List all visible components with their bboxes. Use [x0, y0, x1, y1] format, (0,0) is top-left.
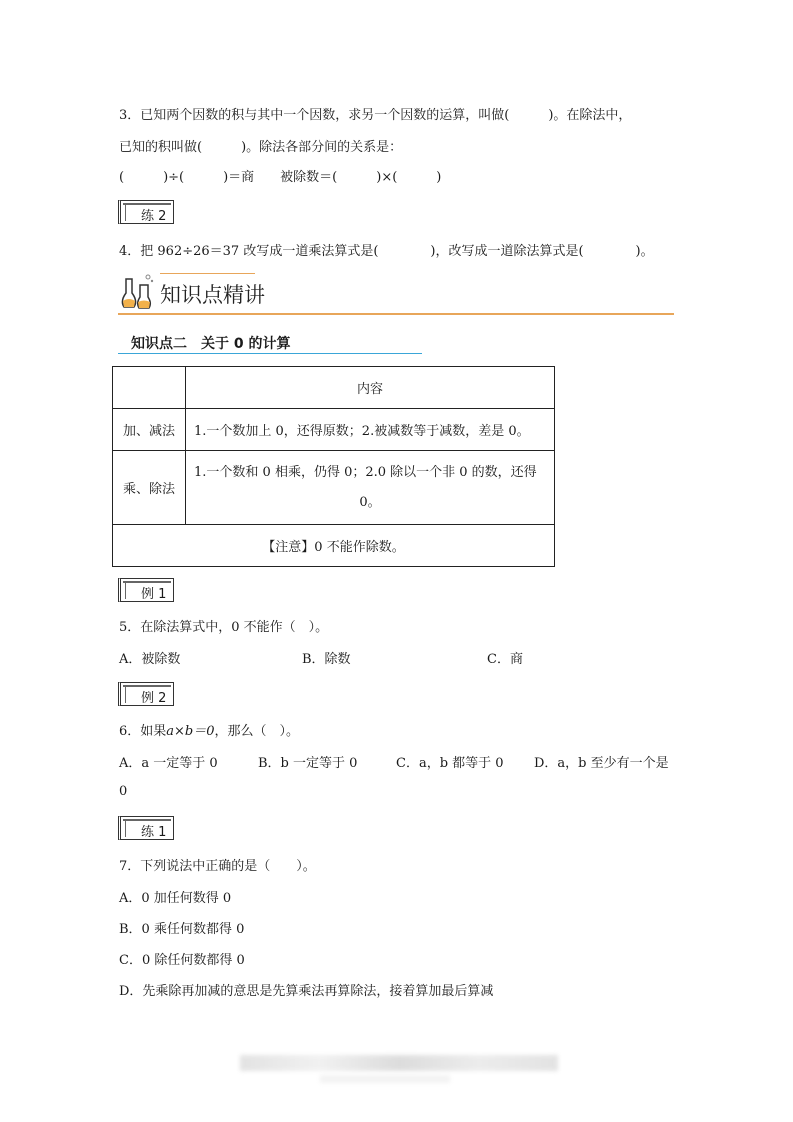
q6-stem: [119, 720, 299, 739]
section-header-rule: [118, 313, 674, 315]
q7-stem: 7．下列说法中正确的是（ ）。: [119, 859, 316, 874]
example-tag-2: [118, 682, 174, 706]
table-corner-cell: [113, 367, 186, 409]
q5-option-a: A．被除数: [119, 652, 181, 667]
knowledge-point-underline: [118, 353, 422, 354]
q6-stem-prefix: 6．如果: [119, 724, 167, 739]
q6-option-d-continued: 0: [119, 784, 128, 799]
table-row-label: 加、减法: [113, 409, 186, 451]
practice-tag-2: [118, 200, 174, 224]
knowledge-point-title: 知识点二 关于 0 的计算: [131, 336, 291, 352]
example-tag-2-label: 例 2: [141, 691, 167, 706]
example-tag-1: [118, 578, 174, 602]
q3-line2: 已知的积叫做( )。除法各部分间的关系是：: [119, 140, 403, 155]
q3-line3: ( )÷( )＝商 被除数＝( )×( ): [119, 170, 442, 185]
table-row: [113, 409, 555, 451]
practice-tag-1-label: 练 1: [141, 825, 167, 840]
q5-option-b: B．除数: [302, 652, 351, 667]
table-row-content-line2: 0。: [359, 494, 381, 510]
q7-option-b: B．0 乘任何数都得 0: [119, 922, 245, 937]
table-row-content: [186, 451, 555, 525]
practice-tag-1: [118, 816, 174, 840]
q6-stem-suffix: ，那么（ ）。: [214, 724, 300, 739]
q7-option-c: C．0 除任何数都得 0: [119, 953, 245, 968]
table-header-content: 内容: [186, 367, 555, 409]
table-row-content: 1.一个数加上 0，还得原数；2.被减数等于减数，差是 0。: [186, 409, 555, 451]
table-row: [113, 451, 555, 525]
q7-option-d: D．先乘除再加减的意思是先算乘法再算除法，接着算加最后算减: [119, 984, 494, 999]
blurred-footer-line: [320, 1075, 450, 1083]
table-note: 【注意】0 不能作除数。: [113, 525, 555, 567]
table-row-content-line1: 1.一个数和 0 相乘，仍得 0；2.0 除以一个非 0 的数，还得: [194, 464, 537, 480]
q5-stem: 5．在除法算式中，0 不能作（ ）。: [119, 620, 329, 635]
q5-option-c: C．商: [487, 652, 523, 667]
q7-option-a: A．0 加任何数得 0: [119, 891, 232, 906]
q6-option-c: C．a，b 都等于 0: [396, 756, 504, 771]
knowledge-table: [112, 366, 555, 567]
q6-option-d: D．a，b 至少有一个是: [534, 756, 669, 771]
section-header-top-rule: [160, 273, 255, 274]
q6-stem-math: a×b＝0: [166, 724, 215, 739]
q4-line: 4．把 962÷26＝37 改写成一道乘法算式是( )，改写成一道除法算式是( )。: [119, 244, 654, 259]
table-row-label: 乘、除法: [113, 451, 186, 525]
q3-line1: 3．已知两个因数的积与其中一个因数，求另一个因数的运算，叫做( )。在除法中，: [119, 108, 632, 123]
q6-option-a: A．a 一定等于 0: [119, 756, 218, 771]
section-header-title: 知识点精讲: [160, 283, 265, 307]
practice-tag-2-label: 练 2: [141, 209, 167, 224]
example-tag-1-label: 例 1: [141, 587, 167, 602]
q6-option-b: B．b 一定等于 0: [258, 756, 358, 771]
flask-icon: [118, 271, 156, 311]
blurred-footer: [240, 1055, 558, 1071]
